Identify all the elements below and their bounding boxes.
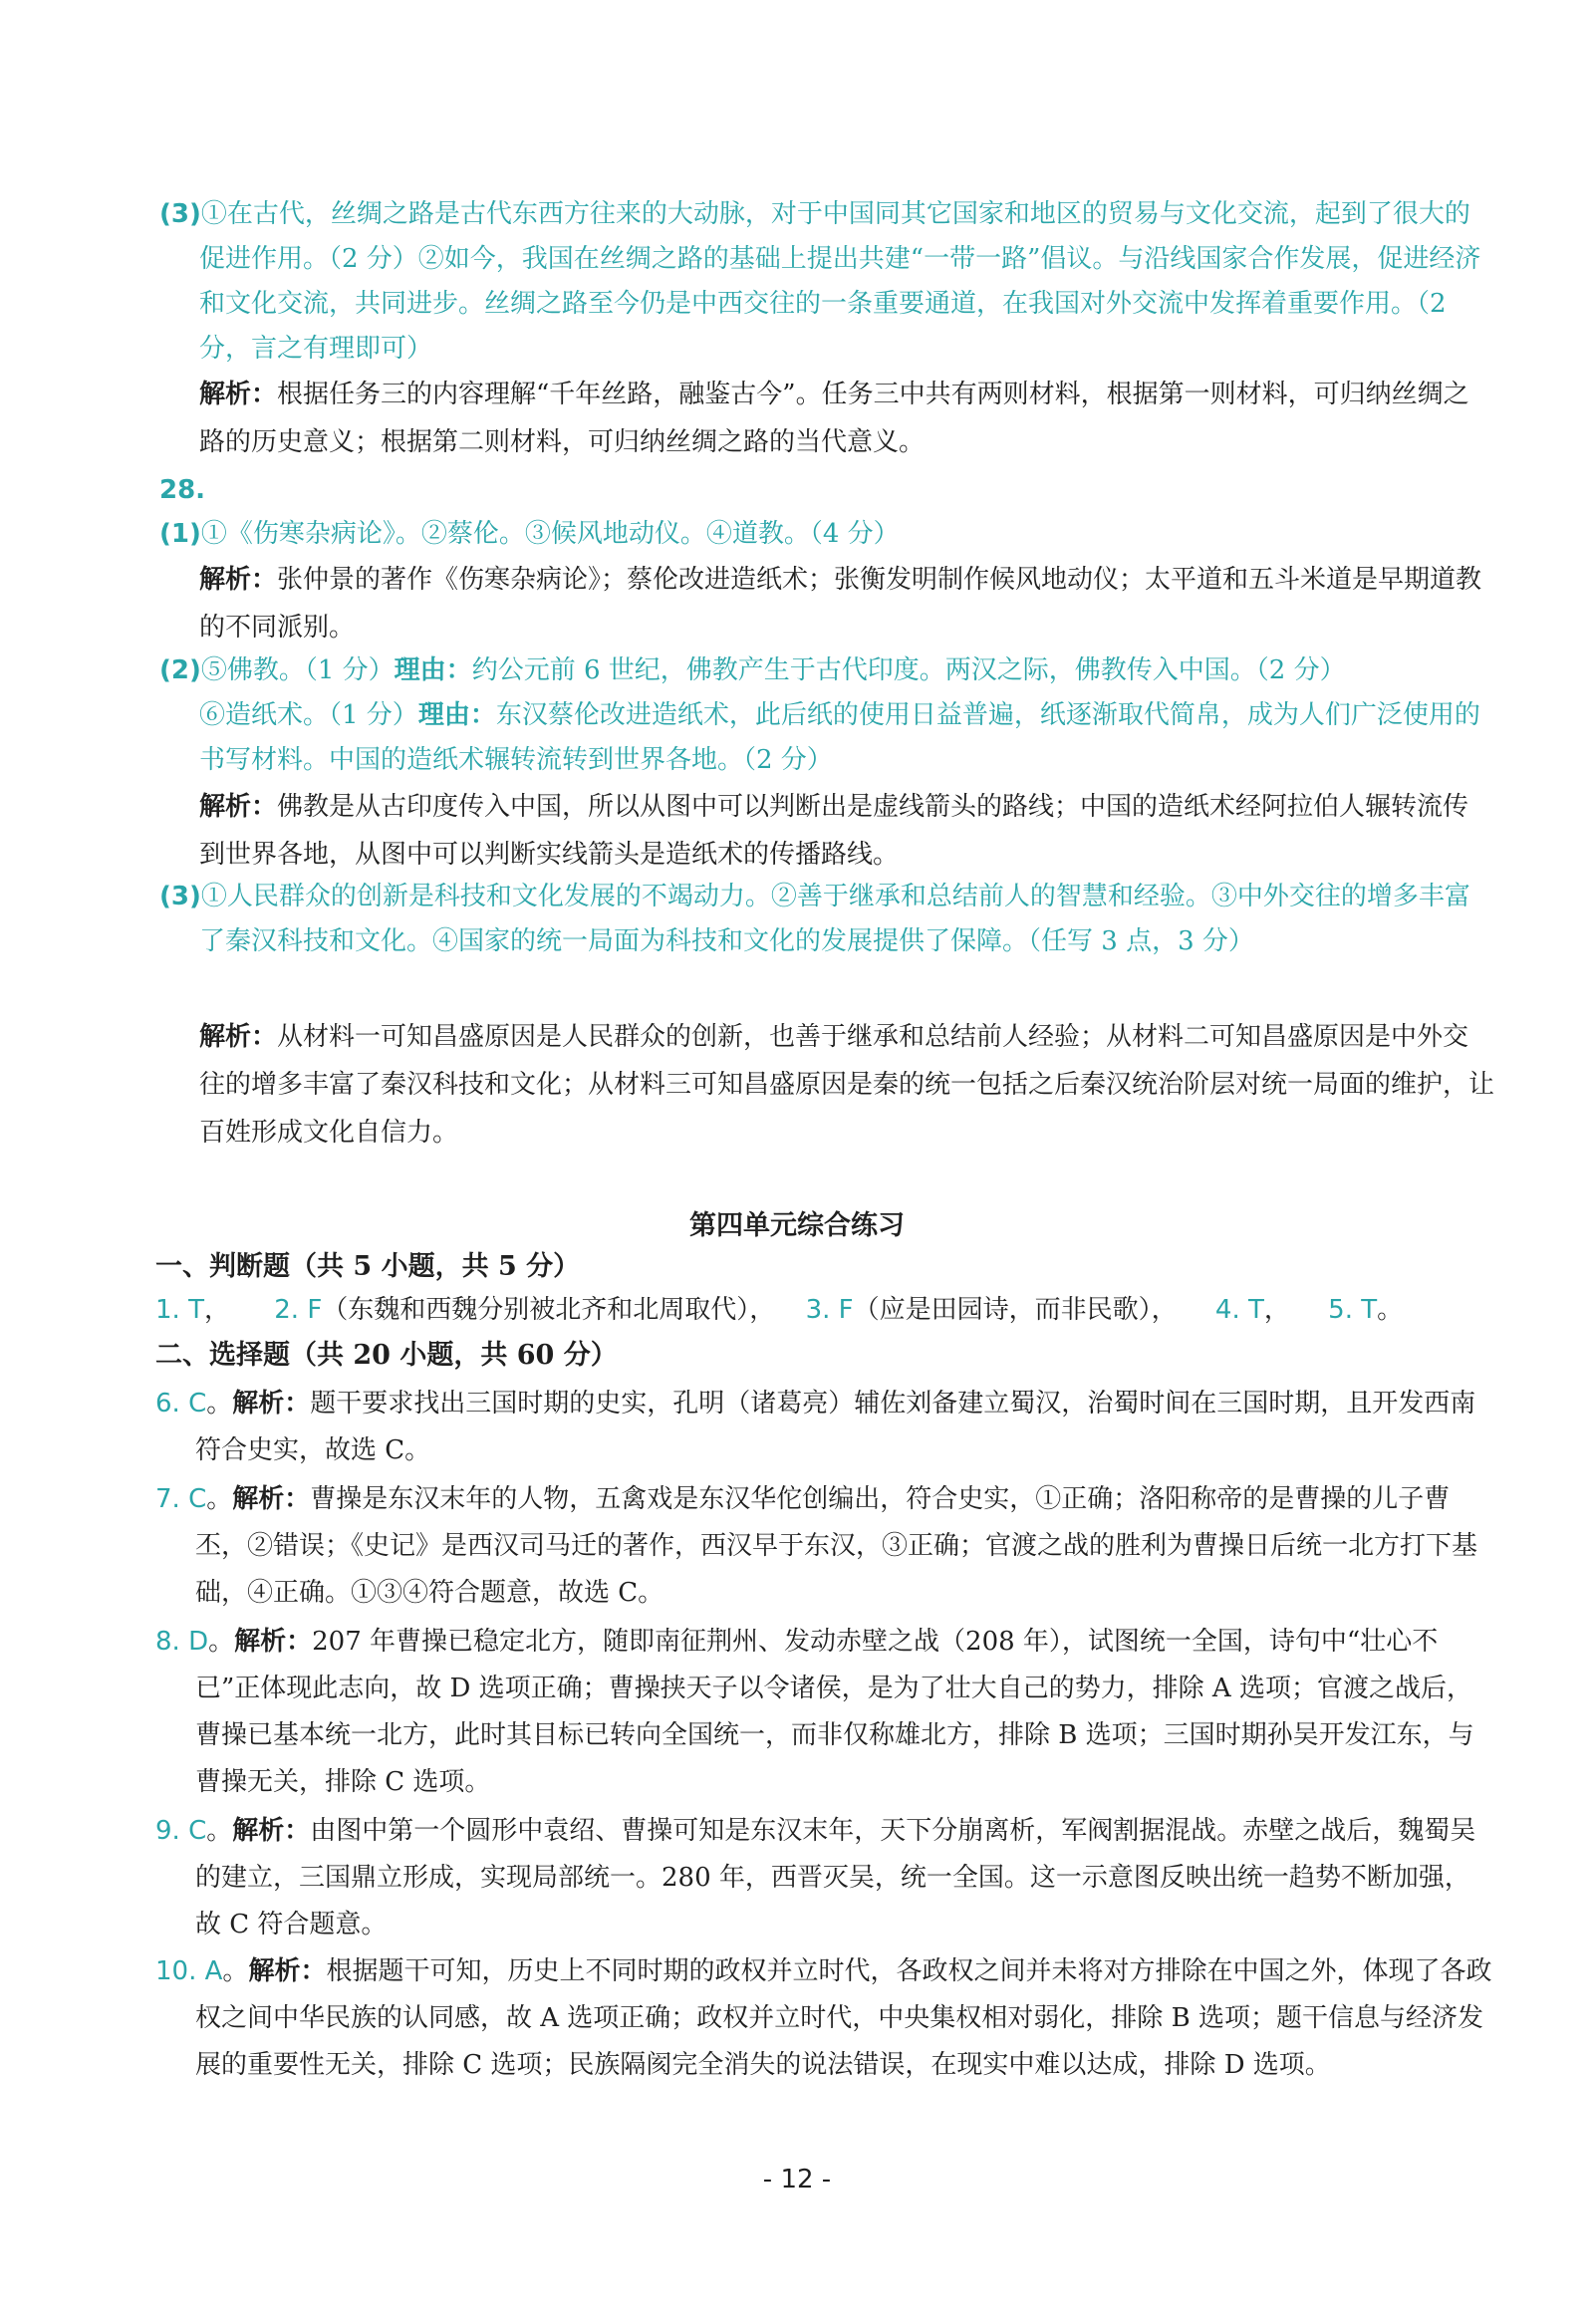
mc-item-8: 8. D。解析：207 年曹操已稳定北方，随即南征荆州、发动赤壁之战（208 年），试图统一全国，诗句中“壮心不已”正体现此志向，故 D 选项正确；曹操挟天子以令诸侯，是为了壮大自己的势力，排除 A 选项；官渡之战后，曹操已基本统一北方，此时其目标已转向全国统一，而非仅称雄北方，排除 B 选项；三国时期孙吴开发江东，与曹操无关，排除 C 选项。	[155, 1627, 1474, 1797]
section1-heading: 一、判断题（共 5 小题，共 5 分）	[155, 1251, 581, 1282]
tf-answer: 4. T，	[1214, 1295, 1290, 1325]
mc-item-10: 10. A。解析：根据题干可知，历史上不同时期的政权并立时代，各政权之间并未将对方排除在中国之外，体现了各政权之间中华民族的认同感，故 A 选项正确；政权并立时代，中央集权相对弱化，排除 B 选项；题干信息与经济发展的重要性无关，排除 C 选项；民族隔阂完全消失的说法错误，在现实中难以达成，排除 D 选项。	[155, 1956, 1492, 2080]
page-number: - 12 -	[762, 2165, 832, 2195]
mc-item-9: 9. C。解析：由图中第一个圆形中袁绍、曹操可知是东汉末年，天下分崩离析，军阀割据混战。赤壁之战后，魏蜀吴的建立，三国鼎立形成，实现局部统一。280 年，西晋灭吴，统一全国。这一示意图反映出统一趋势不断加强，故 C 符合题意。	[155, 1816, 1476, 1939]
q28-part3-answer: (3)①人民群众的创新是科技和文化发展的不竭动力。②善于继承和总结前人的智慧和经验。③中外交往的增多丰富了秦汉科技和文化。④国家的统一局面为科技和文化的发展提供了保障。（任写 3 点，3 分）	[159, 882, 1470, 956]
tf-answer: 5. T。	[1328, 1295, 1404, 1325]
tf-answer: 1. T，	[155, 1295, 230, 1325]
mc-item-6: 6. C。解析：题干要求找出三国时期的史实，孔明（诸葛亮）辅佐刘备建立蜀汉，治蜀时间在三国时期，且开发西南符合史实，故选 C。	[155, 1389, 1476, 1465]
q28-number: 28.	[159, 475, 206, 505]
q28-part1-answer: (1)①《伤寒杂病论》。②蔡伦。③候风地动仪。④道教。（4 分）	[159, 519, 900, 549]
section2-heading: 二、选择题（共 20 小题，共 60 分）	[155, 1340, 618, 1371]
unit4-title: 第四单元综合练习	[689, 1210, 905, 1241]
tf-answer: 3. F（应是田园诗，而非民歌），	[805, 1295, 1178, 1325]
tf-answers	[155, 1288, 1451, 1333]
mc-item-7: 7. C。解析：曹操是东汉末年的人物，五禽戏是东汉华佗创编出，符合史实，①正确；洛阳称帝的是曹操的儿子曹丕，②错误；《史记》是西汉司马迁的著作，西汉早于东汉，③正确；官渡之战的胜利为曹操日后统一北方打下基础，④正确。①③④符合题意，故选 C。	[155, 1484, 1478, 1608]
q28-part2-analysis: 解析：佛教是从古印度传入中国，所以从图中可以判断出是虚线箭头的路线；中国的造纸术经阿拉伯人辗转流传到世界各地，从图中可以判断实线箭头是造纸术的传播路线。	[199, 792, 1469, 870]
q28-part1-analysis: 解析：张仲景的著作《伤寒杂病论》；蔡伦改进造纸术；张衡发明制作候风地动仪；太平道和五斗米道是早期道教的不同派别。	[199, 565, 1482, 643]
tf-answer: 2. F（东魏和西魏分别被北齐和北周取代），	[274, 1295, 776, 1325]
q28-part3-analysis: 解析：从材料一可知昌盛原因是人民群众的创新，也善于继承和总结前人经验；从材料二可知昌盛原因是中外交往的增多丰富了秦汉科技和文化；从材料三可知昌盛原因是秦的统一包括之后秦汉统治阶层对统一局面的维护，让百姓形成文化自信力。	[199, 1022, 1495, 1148]
q27-part3-analysis: 解析：根据任务三的内容理解“千年丝路，融鉴古今”。任务三中共有两则材料，根据第一则材料，可归纳丝绸之路的历史意义；根据第二则材料，可归纳丝绸之路的当代意义。	[199, 380, 1469, 457]
q28-part2-answer: (2)⑤佛教。（1 分）理由：约公元前 6 世纪，佛教产生于古代印度。两汉之际，佛教传入中国。（2 分） ⑥造纸术。（1 分）理由：东汉蔡伦改进造纸术，此后纸的使用日益普遍，纸逐渐取代简帛，成为人们广泛使用的书写材料。中国的造纸术辗转流转到世界各地。（2 分）	[159, 655, 1480, 775]
q27-part3-answer: (3)①在古代，丝绸之路是古代东西方往来的大动脉，对于中国同其它国家和地区的贸易与文化交流，起到了很大的促进作用。（2 分）②如今，我国在丝绸之路的基础上提出共建“一带一路”倡议。与沿线国家合作发展，促进经济和文化交流，共同进步。丝绸之路至今仍是中西交往的一条重要通道，在我国对外交流中发挥着重要作用。（2 分，言之有理即可）	[159, 199, 1481, 364]
